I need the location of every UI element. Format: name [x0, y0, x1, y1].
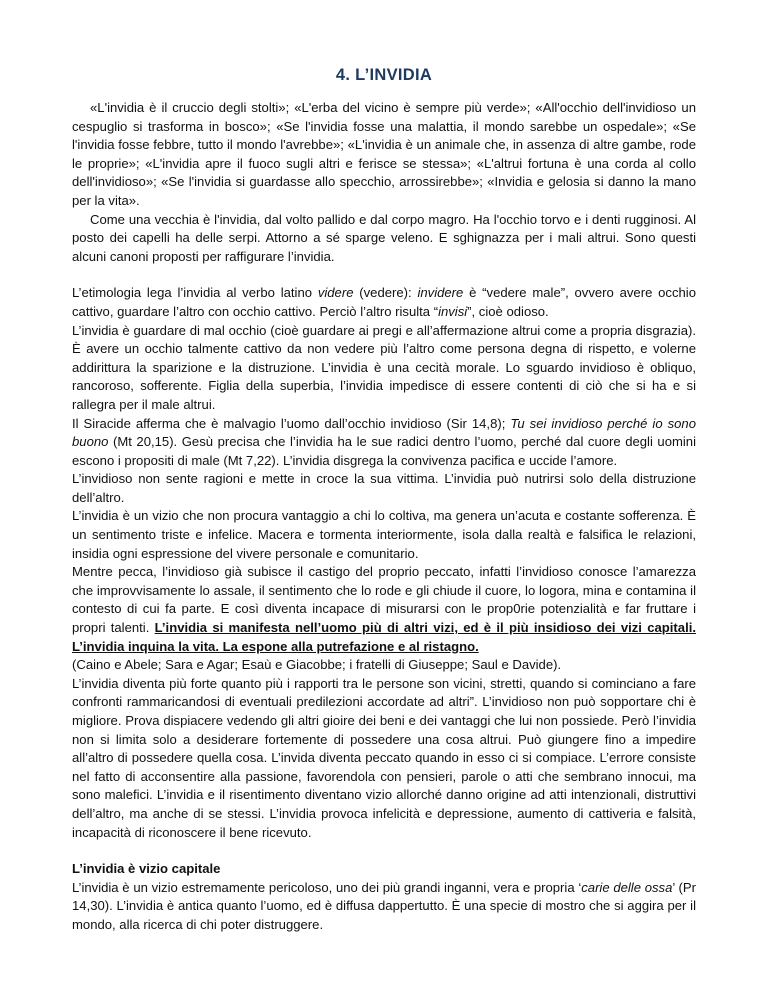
italic-run: carie delle ossa [581, 879, 673, 895]
text-run: L’invidia è un vizio estremamente pericoloso, uno dei più grandi inganni, vera e propria ‘ [72, 879, 582, 895]
paragraph-gap [72, 266, 696, 284]
text-run: L’etimologia lega l’invidia al verbo latino [72, 285, 318, 301]
relations-paragraph: L’invidia diventa più forte quanto più i rapporti tra le persone son vicini, stretti, quando si cominciano a fare confronti rammaricandosi di eventuali predilezioni accordate ad altri”. L’invidioso non può sopportare chi è migliore. Prova dispiacere vedendo gli altri gioire dei beni e dei vantaggi che lui non possiede. Però l’invidia non si limita solo a desiderare fortemente di possedere una cosa altrui. Può giungere fino a impedire all’altro di possedere quella cosa. L’invida diventa peccato quando in esso ci si compiace. L’errore consiste nel fatto di acconsentire alla passione, favorendola con pensieri, parole o atti che sembrano innocui, ma sono malefici. L’invidia e il risentimento diventano vizio allorché danno origine ad atti intenzionali, distruttivi dell’altro, ma anche di se stessi. L’invidia provoca infelicità e depressione, aumento di cattiveria e falsità, incapacità di riconoscere il bene ricevuto. [72, 675, 696, 840]
text-run: Mentre pecca, l’invidioso già subisce il castigo del proprio peccato, infatti l’invidioso conosce l’amarezza che improvvisamente lo assale, il sentimento che lo rode e gli chiude il cuore, lo logora, mina e contamina il contesto di cui fa parte. E così diventa incapace di misurarsi con le prop0rie potenzialità e far fruttare i propri talenti. [72, 564, 696, 636]
paragraph-gap [72, 842, 696, 860]
evil-eye-paragraph: L’invidia è guardare di mal occhio (cioè guardare ai pregi e all’affermazione altrui come a propria disgrazia). È avere un occhio talmente cattivo da non vedere più l’altro come persona degna di rispetto, e volerne addirittura la sparizione e la distruzione. L’invidia è una cecità morale. Lo sguardo invidioso è obliquo, rancoroso, sofferente. Figlia della superbia, l’invidia impedisce di essere contenti di ciò che si ha e si rallegra per il male altrui. [72, 322, 696, 412]
text-run: (vedere): [353, 285, 418, 301]
italic-run: Tu sei invidioso perché io sono buono [72, 415, 696, 450]
etymology-paragraph [72, 284, 696, 321]
description-paragraph: Come una vecchia è l'invidia, dal volto pallido e dal corpo magro. Ha l'occhio torvo e i denti rugginosi. Al posto dei capelli ha delle serpi. Attorno a sé sparge veleno. E sghignazza per i mali altrui. Sono questi alcuni canoni proposti per raffigurare l’invidia. [72, 211, 696, 264]
examples-paragraph: (Caino e Abele; Sara e Agar; Esaù e Giacobbe; i fratelli di Giuseppe; Saul e Davide). [72, 657, 562, 673]
page-title: 4. L’INVIDIA [335, 66, 433, 84]
victim-paragraph: L’invidioso non sente ragioni e mette in croce la sua vittima. L’invidia può nutrirsi solo della distruzione dell’altro. [72, 471, 696, 505]
text-run: (Mt 20,15). Gesù precisa che l’invidia ha le sue radici dentro l’uomo, perché dal cuore degli uomini escono i propositi di male (Mt 7,22). L’invidia disgrega la convivenza pacifica e uccide l’amore. [72, 434, 696, 468]
italic-run: videre [317, 285, 354, 301]
suffering-paragraph: L’invidia è un vizio che non procura vantaggio a chi lo coltiva, ma genera un’acuta e costante sofferenza. È un sentimento triste e infelice. Macera e tormenta interiormente, isola dalla realtà e falsifica le relazioni, insidia ogni espressione del vivere personale e comunitario. [72, 508, 696, 561]
italic-run: invisi [438, 303, 468, 319]
capital-vice-paragraph [72, 879, 696, 935]
section-heading: L’invidia è vizio capitale [72, 861, 221, 877]
text-run: ’ (Pr 14,30). L’invidia è antica quanto l’uomo, ed è diffusa dappertutto. È una specie di mostro che si aggira per il mondo, alla ricerca di chi poter distruggere. [72, 879, 696, 932]
text-run: è “vedere male”, ovvero avere occhio cattivo, guardare l’altro con occhio cattivo. Perciò l’altro risulta “ [72, 285, 696, 319]
proverbs-paragraph: «L'invidia è il cruccio degli stolti»; «L'erba del vicino è sempre più verde»; «All'occhio dell'invidioso un cespuglio si trasforma in bosco»; «Se l'invidia fosse una malattia, il mondo sarebbe un ospedale»; «Se l'invidia fosse febbre, tutto il mondo l'avrebbe»; «L'invidia è un animale che, in assenza di altre gambe, rode le proprie»; «L'invidia apre il fuoco sugli altri e ferisce se stessa»; «L'altrui fortuna è una corda al collo dell'invidioso»; «Se l'invidia si guardasse allo specchio, arrossirebbe»; «Invidia e gelosia si danno la mano per la vita». [72, 100, 696, 208]
italic-run: invidere [417, 285, 464, 301]
text-run: Il Siracide afferma che è malvagio l’uomo dall’occhio invidioso (Sir 14,8); [72, 415, 511, 431]
underlined-bold-run: L’invidia si manifesta nell’uomo più di altri vizi, ed è il più insidioso dei vizi capitali. L’invidia inquina la vita. La espone alla putrefazione e al ristagno. [72, 620, 696, 654]
siracide-paragraph [72, 415, 696, 471]
punishment-paragraph [72, 563, 696, 656]
text-run: ”, cioè odioso. [467, 303, 549, 319]
